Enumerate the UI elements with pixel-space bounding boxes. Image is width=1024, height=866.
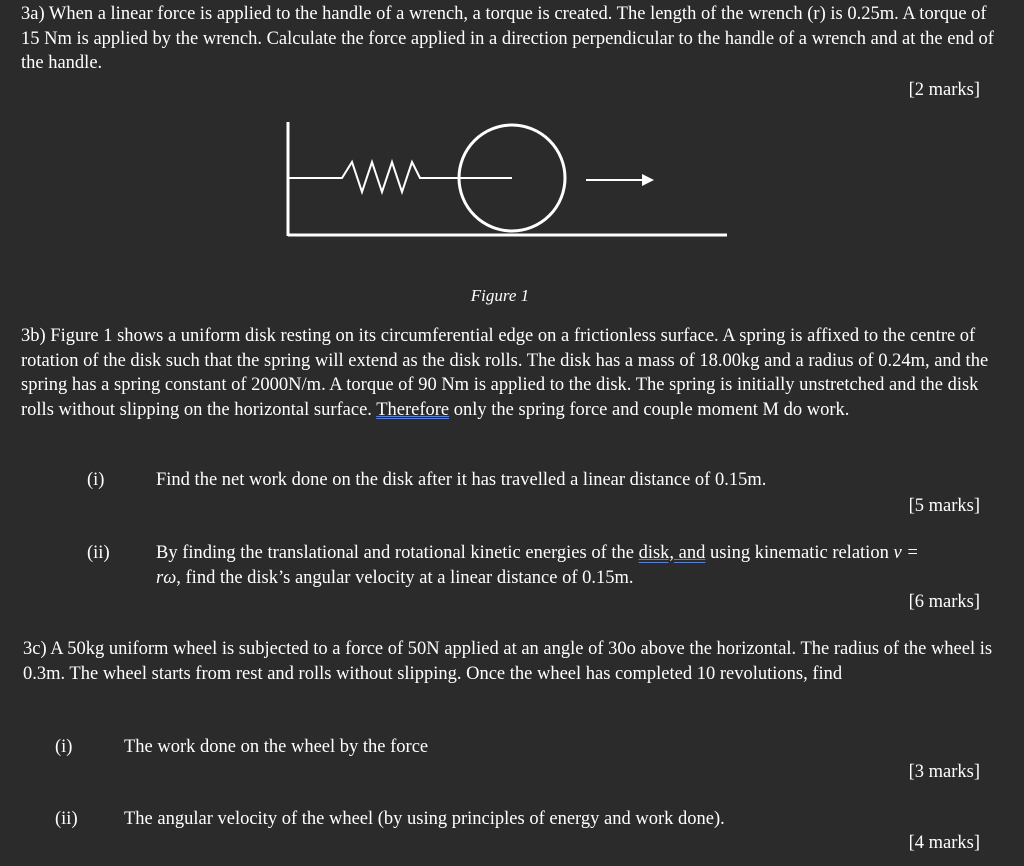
question-3b-part-ii-label: (ii) [87, 543, 110, 563]
question-3c-part-i-text: The work done on the wheel by the force [124, 737, 429, 757]
question-3b-part-i-label: (i) [87, 470, 105, 490]
question-3b-part-i-marks: [5 marks] [908, 496, 980, 516]
question-3b-part-ii-text-after: , find the disk’s angular velocity at a linear distance of 0.15m. [176, 567, 634, 588]
question-3b-part-ii-underlined: disk, and [638, 543, 706, 563]
spring-shape [288, 162, 512, 192]
motion-arrow-head [642, 174, 654, 186]
question-3a-text: 3a) When a linear force is applied to the handle of a wrench, a torque is created. The length of the wrench (r) is 0.25m. A torque of 15 Nm is applied by the wrench. Calculate the force applied in a direction perpendicular to the handle of a wrench and at the end of the handle. [21, 4, 994, 73]
question-3b-part-ii-text-mid: using kinematic relation [705, 543, 894, 563]
question-3c-part-ii-text: The angular velocity of the wheel (by using principles of energy and work done). [124, 809, 725, 829]
question-3c-part-i-label: (i) [55, 737, 73, 757]
question-3b-part-ii-text [156, 541, 936, 590]
question-3b-underlined-word: Therefore [376, 399, 450, 420]
question-3c-part-ii-label: (ii) [55, 809, 78, 829]
question-3b-text-before: 3b) Figure 1 shows a uniform disk resting on its circumferential edge on a frictionless surface. A spring is affixed to the centre of rotation of the disk such that the spring will extend as the disk rolls. The disk has a mass of 18.00kg and a radius of 0.24m, and the spring has a spring constant of 2000N/m. A torque of 90 Nm is applied to the disk. The spring is initially unstretched and the disk rolls without slipping on the horizontal surface. [21, 326, 989, 420]
question-3c-part-i-marks: [3 marks] [908, 762, 980, 782]
question-3b-part-ii-marks: [6 marks] [908, 592, 980, 612]
figure-1-diagram [280, 118, 730, 243]
figure-1-caption: Figure 1 [470, 286, 530, 305]
question-3b-text-after: only the spring force and couple moment M do work. [449, 399, 850, 420]
question-3c-text: 3c) A 50kg uniform wheel is subjected to a force of 50N applied at an angle of 30o above the horizontal. The radius of the wheel is 0.3m. The wheel starts from rest and rolls without slipping. Once the wheel has completed 10 revolutions, find [23, 639, 993, 684]
question-3c-part-ii-marks: [4 marks] [908, 833, 980, 853]
question-3b-part-i-text: Find the net work done on the disk after it has travelled a linear distance of 0.15m. [156, 470, 767, 490]
question-3a-marks: [2 marks] [908, 80, 980, 100]
question-3b-part-ii-formula: v = rω [156, 543, 919, 588]
question-3b-part-ii-text-before: By finding the translational and rotational kinetic energies of the [156, 543, 639, 563]
question-3b-text [21, 324, 996, 422]
